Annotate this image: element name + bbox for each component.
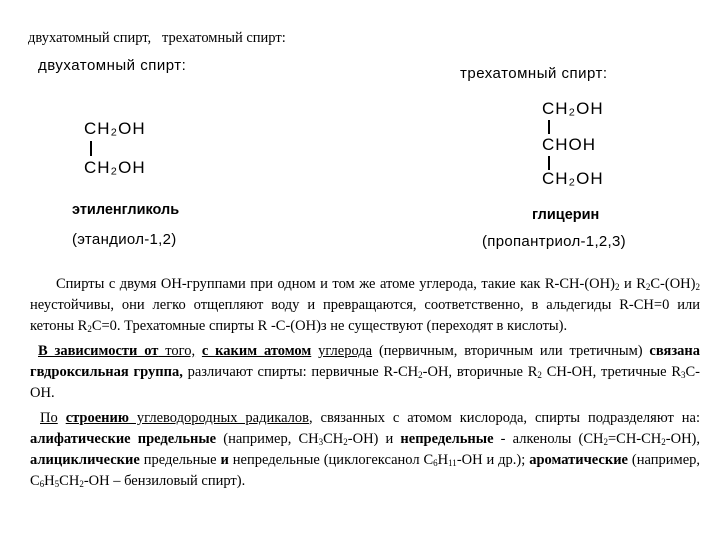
triol-formula-middle: CHOH <box>542 135 597 154</box>
alcohol-structures-figure <box>30 50 706 260</box>
triol-bond-upper <box>548 120 550 134</box>
body-text <box>30 274 700 496</box>
paragraph-unstable-diols: Спирты с двумя OH-группами при одном и том же атоме углерода, такие как $R-CH-(OH)_2$ и $R_2C-(OH)_2$ неустойчивы, они легко отщепляют воду и превращаются, соответственно, в альдегиды R-CH=0 или кетоны $R_2C=0$. Трехатомные спирты R -C-(OH)з не существуют (переходят в кислоты). <box>30 276 700 334</box>
diol-formula-top: CH₂OH <box>84 119 146 138</box>
triol-formula-top: CH₂OH <box>542 99 604 118</box>
diol-label: двухатомный спирт: <box>38 57 187 74</box>
diol-formula-bottom: CH₂OH <box>84 158 146 177</box>
page-heading: двухатомный спирт, трехатомный спирт: <box>28 30 286 46</box>
triol-bond-lower <box>548 156 550 170</box>
triol-label: трехатомный спирт: <box>460 65 608 82</box>
paragraph-classification-by-structure: По строению углеводородных радикалов, связанных с атомом кислорода, спирты подразделяют на: алифатические предельные (например, $CH_3CH_2-OH$) и непредельные - алкенолы $(CH_2=CH-CH_2-OH)$, алициклические предельные и непредельные (циклогексанол $C_6H_{11}-OH$ и др.); ароматические (например, $C_6H_5CH_2-OH$ – бензиловый спирт). <box>30 410 701 489</box>
diol-bond <box>90 141 92 156</box>
triol-common-name: глицерин <box>532 207 600 223</box>
triol-formula-bottom: CH₂OH <box>542 169 604 188</box>
paragraph-classification-by-carbon: В зависимости от того, с каким атомом углерода (первичным, вторичным или третичным) связана гвдроксильная группа, различают спирты: первичные $R-CH_2-OH$, вторичные $R_2$ CH-OH, третичные $R_3C-OH$. <box>30 343 701 401</box>
triol-systematic-name: (пропантриол-1,2,3) <box>482 233 626 250</box>
diol-systematic-name: (этандиол-1,2) <box>72 231 177 248</box>
diol-common-name: этиленгликоль <box>72 202 180 218</box>
